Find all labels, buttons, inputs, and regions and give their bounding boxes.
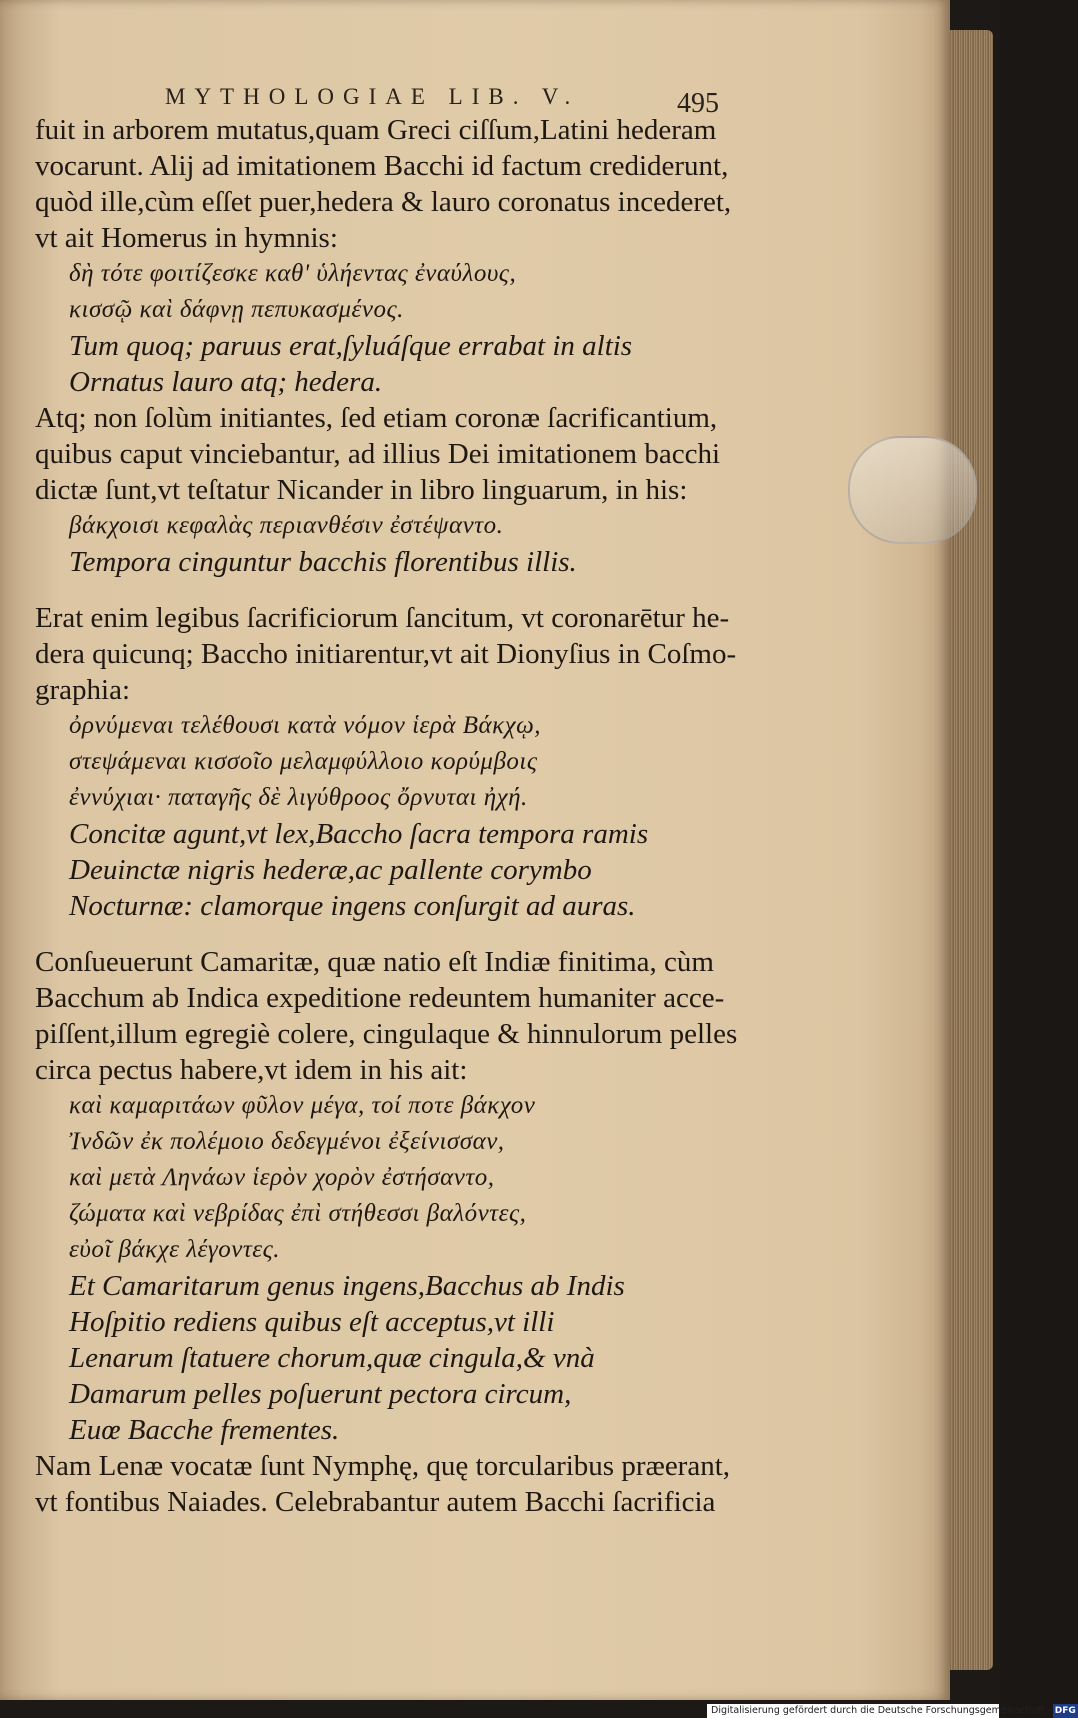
paragraph-1	[35, 112, 732, 256]
latin-verse-2	[35, 544, 725, 580]
verse-line: Tum quoq; paruus erat,ſyluáſque errabat in altis	[69, 330, 633, 362]
verse-line: Hoſpitio rediens quibus eſt acceptus,vt illi	[69, 1306, 555, 1338]
verse-line: Ornatus lauro atq; hedera.	[69, 366, 383, 398]
text-line: vocarunt. Alij ad imitationem Bacchi id factum crediderunt,	[35, 150, 729, 182]
greek-quote-3	[35, 708, 725, 816]
page-clip	[848, 436, 977, 544]
verse-line: Nocturnæ: clamorque ingens conſurgit ad auras.	[69, 890, 636, 922]
paragraph-4	[35, 944, 738, 1088]
paragraph-5	[35, 1448, 731, 1520]
text-block	[35, 112, 738, 1520]
running-head: MYTHOLOGIAE LIB. V.	[165, 84, 580, 109]
verse-line: Et Camaritarum genus ingens,Bacchus ab Indis	[69, 1270, 625, 1302]
text-line: Erat enim legibus ſacrificiorum ſancitum, vt coronarētur he-	[35, 602, 730, 634]
text-line: quibus caput vinciebantur, ad illius Dei imitationem bacchi	[35, 438, 720, 470]
latin-verse-4	[35, 1268, 725, 1448]
greek-quote-4	[35, 1088, 725, 1268]
greek-line: εὐοῖ βάκχε λέγοντες.	[69, 1236, 281, 1263]
latin-verse-1	[35, 328, 725, 400]
digitization-footer	[707, 1704, 1076, 1718]
text-line: Atq; non ſolùm initiantes, ſed etiam coronæ ſacrificantium,	[35, 402, 718, 434]
text-line: graphia:	[35, 674, 131, 706]
text-line: quòd ille,cùm eſſet puer,hedera & lauro coronatus incederet,	[35, 186, 732, 218]
verse-line: Tempora cinguntur bacchis florentibus illis.	[69, 546, 577, 578]
footer-text: Digitalisierung gefördert durch die Deutsche Forschungsgemeinschaft -	[711, 1705, 1051, 1716]
dfg-logo: DFG	[1054, 1706, 1076, 1716]
greek-line: κισσῷ καὶ δάφνῃ πεπυκασμένος.	[69, 296, 404, 323]
text-line: Nam Lenæ vocatæ ſunt Nymphę, quę torcularibus præerant,	[35, 1450, 731, 1482]
greek-line: Ἰνδῶν ἐκ πολέμοιο δεδεγμένοι ἐξείνισσαν,	[69, 1128, 505, 1155]
latin-verse-3	[35, 816, 725, 924]
greek-line: στεψάμεναι κισσοῖο μελαμφύλλοιο κορύμβοις	[69, 748, 538, 775]
greek-line: καὶ καμαριτάων φῦλον μέγα, τοί ποτε βάκχον	[69, 1092, 536, 1119]
greek-quote-2	[35, 508, 725, 544]
greek-quote-1	[35, 256, 725, 328]
section-gap	[35, 580, 725, 600]
verse-line: Euœ Bacche frementes.	[69, 1414, 340, 1446]
greek-line: ἐννύχιαι· παταγῆς δὲ λιγύθροος ὄρνυται ἠχή.	[69, 784, 528, 811]
paragraph-3	[35, 600, 737, 708]
text-line: Bacchum ab Indica expeditione redeuntem humaniter acce-	[35, 982, 725, 1014]
verse-line: Lenarum ſtatuere chorum,quæ cingula,& vnà	[69, 1342, 595, 1374]
text-line: circa pectus habere,vt idem in his ait:	[35, 1054, 468, 1086]
verse-line: Deuinctæ nigris hederæ,ac pallente corymbo	[69, 854, 592, 886]
greek-line: δὴ τότε φοιτίζεσκε καθ' ὑλήεντας ἐναύλους,	[69, 260, 517, 287]
greek-line: ζώματα καὶ νεβρίδας ἐπὶ στήθεσσι βαλόντες,	[69, 1200, 527, 1227]
text-line: dera quicunq; Baccho initiarentur,vt ait Dionyſius in Coſmo-	[35, 638, 737, 670]
text-line: fuit in arborem mutatus,quam Greci ciſſum,Latini hederam	[35, 114, 717, 146]
text-line: dictæ ſunt,vt teſtatur Nicander in libro linguarum, in his:	[35, 474, 688, 506]
section-gap	[35, 924, 725, 944]
page-number: 495	[677, 88, 719, 119]
text-line: Conſueuerunt Camaritæ, quæ natio eſt Indiæ finitima, cùm	[35, 946, 714, 978]
greek-line: καὶ μετὰ Ληνάων ἱερὸν χορὸν ἐστήσαντο,	[69, 1164, 495, 1191]
greek-line: ὀρνύμεναι τελέθουσι κατὰ νόμον ἱερὰ Βάκχῳ,	[69, 712, 542, 739]
verse-line: Concitæ agunt,vt lex,Baccho ſacra tempora ramis	[69, 818, 649, 850]
text-line: vt fontibus Naiades. Celebrabantur autem Bacchi ſacrificia	[35, 1486, 716, 1518]
verse-line: Damarum pelles poſuerunt pectora circum,	[69, 1378, 572, 1410]
text-line: piſſent,illum egregiè colere, cingulaque & hinnulorum pelles	[35, 1018, 738, 1050]
text-line: vt ait Homerus in hymnis:	[35, 222, 338, 254]
paragraph-2	[35, 400, 725, 508]
greek-line: βάκχοισι κεφαλὰς περιανθέσιν ἐστέψαντο.	[69, 512, 504, 539]
